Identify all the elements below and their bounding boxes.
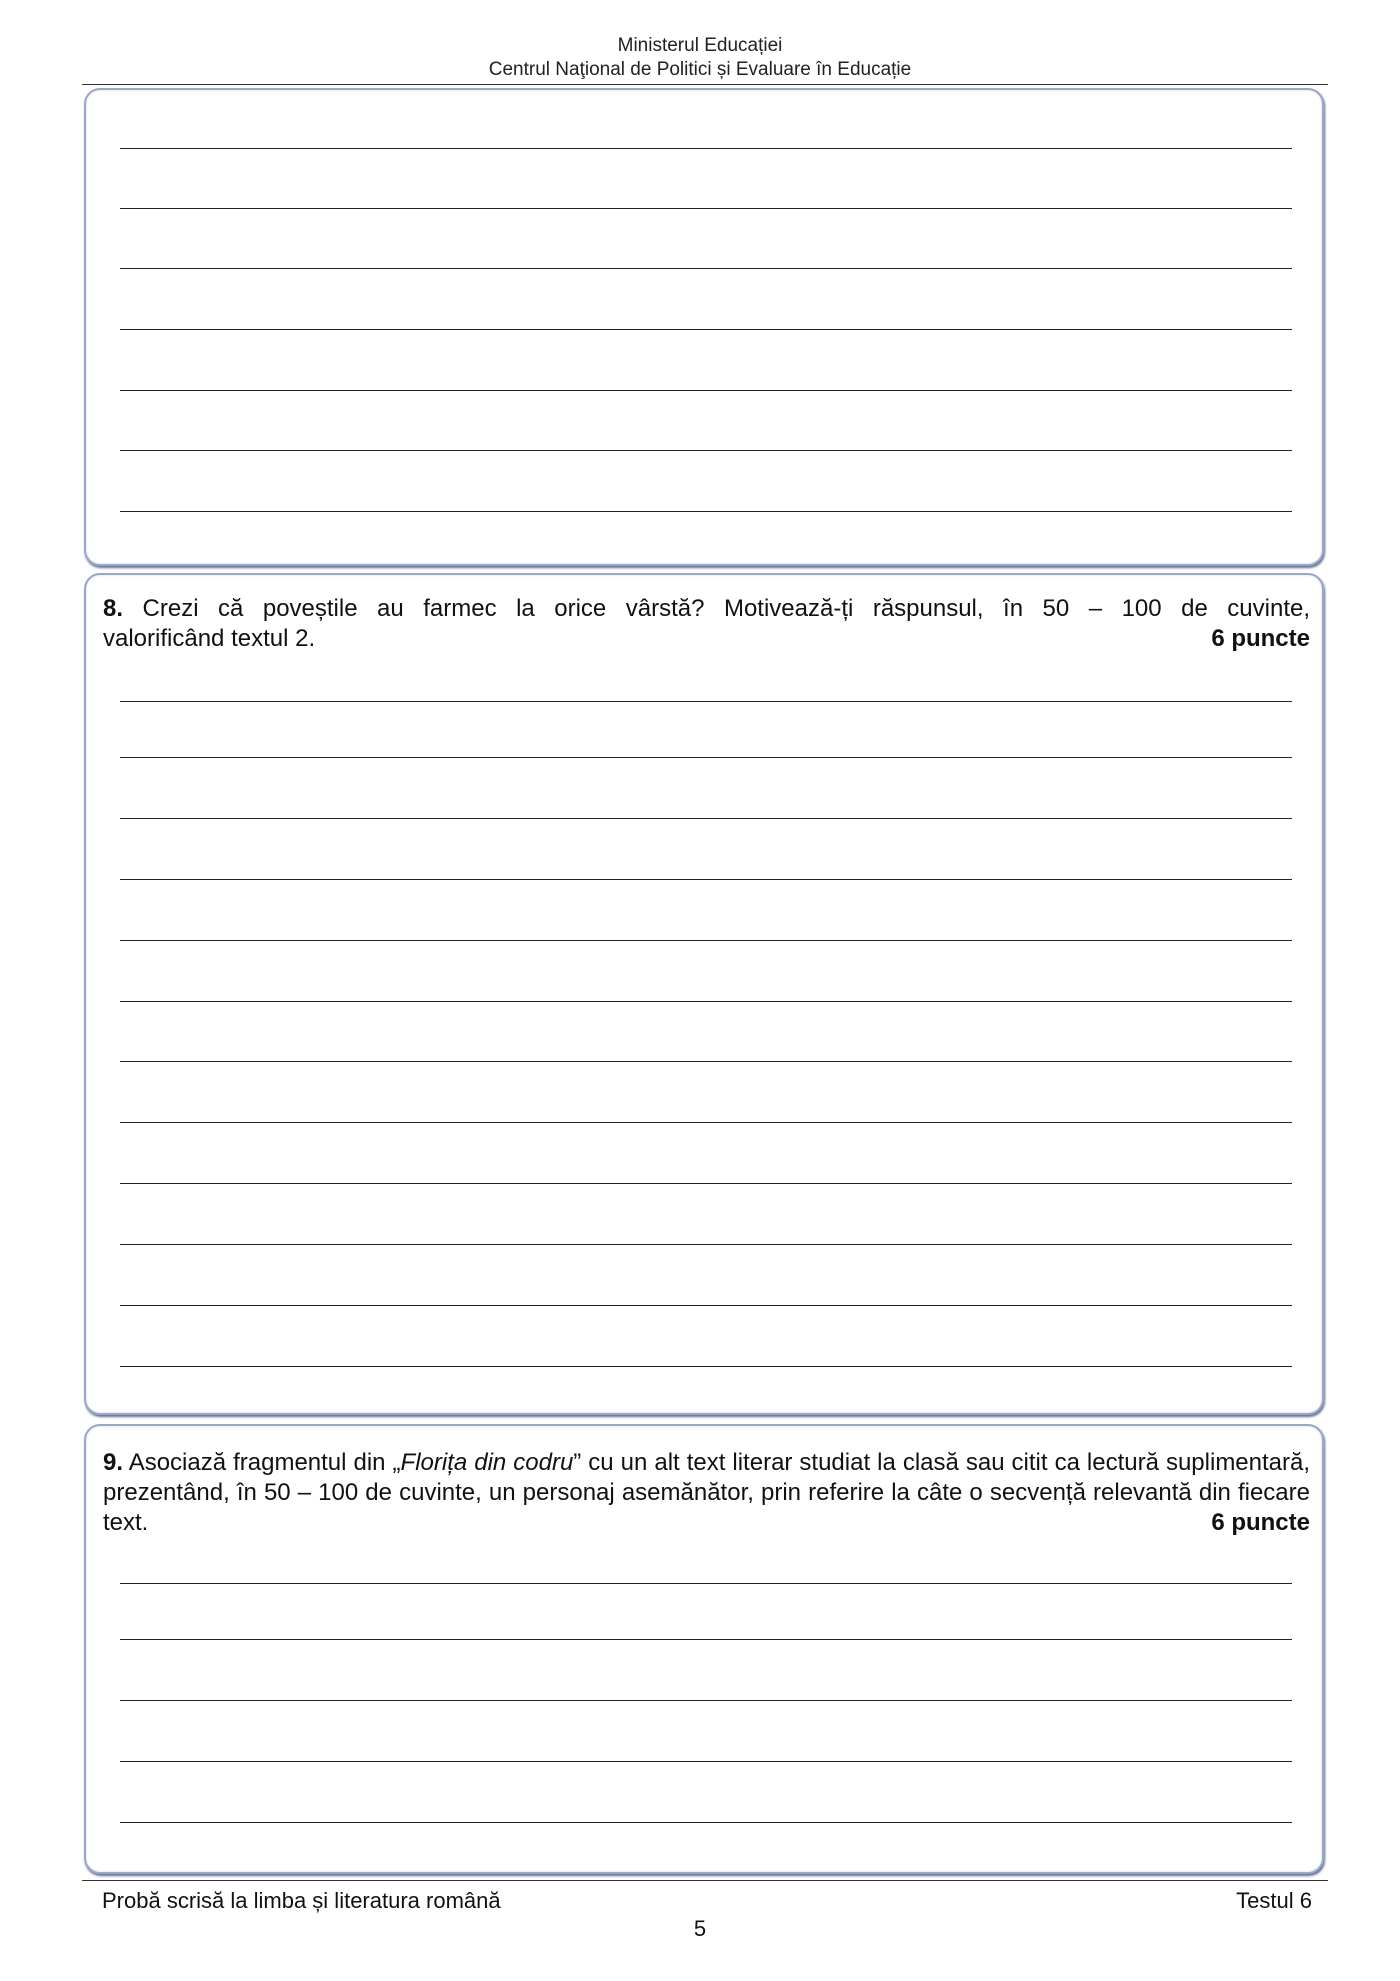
answer-line[interactable] bbox=[120, 450, 1292, 451]
answer-line[interactable] bbox=[120, 940, 1292, 941]
answer-line[interactable] bbox=[120, 1183, 1292, 1184]
footer-exam-title: Probă scrisă la limba și literatura română bbox=[102, 1888, 501, 1913]
page-number: 5 bbox=[693, 1916, 707, 1941]
question-9-number: 9. bbox=[103, 1449, 124, 1476]
answer-line[interactable] bbox=[120, 1700, 1292, 1701]
header-center: Centrul Naţional de Politici și Evaluare în Educație bbox=[488, 59, 912, 80]
question-9-prompt-post: ” cu un alt text literar studiat la clasă sau citit ca lectură suplimentară, prezentând, în 50 – 100 de cuvinte, un personaj asemănător, prin referire la câte o secvență relevantă din fiecare text. bbox=[103, 1449, 1311, 1536]
page-header bbox=[0, 34, 1400, 82]
question-8-prompt-line2: valorificând textul 2. bbox=[103, 625, 316, 652]
answer-box-previous bbox=[84, 88, 1324, 566]
answer-line[interactable] bbox=[120, 701, 1292, 702]
question-8-points: 6 puncte bbox=[1211, 625, 1310, 652]
question-8-prompt-line1: Crezi că poveștile au farmec la orice vârstă? Motivează-ți răspunsul, în 50 – 100 de cuvinte, bbox=[142, 595, 1311, 622]
answer-line[interactable] bbox=[120, 1244, 1292, 1245]
answer-line[interactable] bbox=[120, 1822, 1292, 1823]
answer-line[interactable] bbox=[120, 208, 1292, 209]
answer-line[interactable] bbox=[120, 268, 1292, 269]
header-rule bbox=[82, 84, 1328, 85]
question-9-text bbox=[103, 1448, 1310, 1538]
answer-line[interactable] bbox=[120, 1366, 1292, 1367]
answer-line[interactable] bbox=[120, 329, 1292, 330]
footer-test-number: Testul 6 bbox=[1236, 1888, 1312, 1913]
question-9-points: 6 puncte bbox=[1211, 1509, 1310, 1536]
answer-line[interactable] bbox=[120, 1639, 1292, 1640]
answer-line[interactable] bbox=[120, 1583, 1292, 1584]
header-ministry: Ministerul Educației bbox=[617, 35, 783, 56]
question-8-box bbox=[84, 573, 1324, 1415]
answer-line[interactable] bbox=[120, 390, 1292, 391]
question-9-work-title: Florița din codru bbox=[400, 1449, 574, 1476]
question-8-text bbox=[103, 594, 1310, 654]
answer-line[interactable] bbox=[120, 1001, 1292, 1002]
answer-line[interactable] bbox=[120, 818, 1292, 819]
answer-line[interactable] bbox=[120, 757, 1292, 758]
answer-line[interactable] bbox=[120, 1761, 1292, 1762]
question-9-prompt-pre: Asociază fragmentul din „ bbox=[128, 1449, 401, 1476]
answer-line[interactable] bbox=[120, 1122, 1292, 1123]
footer-rule bbox=[82, 1880, 1328, 1881]
answer-line[interactable] bbox=[120, 1061, 1292, 1062]
answer-line[interactable] bbox=[120, 511, 1292, 512]
answer-line[interactable] bbox=[120, 1305, 1292, 1306]
question-9-box bbox=[84, 1424, 1324, 1874]
answer-line[interactable] bbox=[120, 148, 1292, 149]
question-8-number: 8. bbox=[103, 595, 124, 622]
answer-line[interactable] bbox=[120, 879, 1292, 880]
